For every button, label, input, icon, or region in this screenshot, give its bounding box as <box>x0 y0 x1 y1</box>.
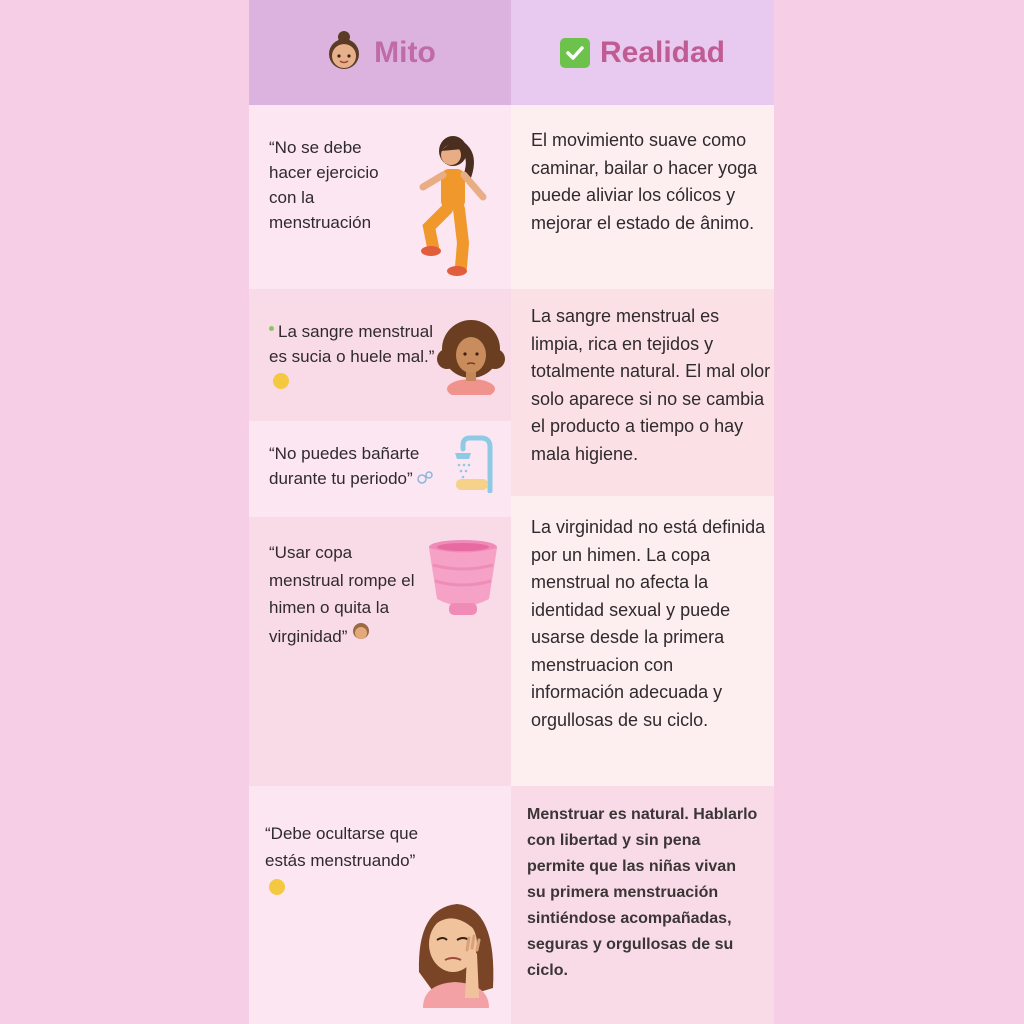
fact-cell-3 <box>511 496 774 786</box>
bullet-dot <box>269 326 274 331</box>
exercising-girl-icon <box>409 131 495 284</box>
myth-text-5-content: “Debe ocultarse que estás menstruando” <box>265 824 419 870</box>
myth-text-1: “No se debe hacer ejercicio con la menstruación <box>269 138 379 232</box>
myth-text-4 <box>269 539 429 650</box>
fact-cell-1 <box>511 105 774 289</box>
myth-text-3 <box>269 441 447 491</box>
menstrual-cup-icon <box>425 539 501 624</box>
girl-emoji-icon <box>351 622 371 651</box>
myth-text-4-content: “Usar copa menstrual rompe el himen o quita la virginidad” <box>269 543 415 646</box>
header-myth <box>249 0 511 105</box>
fact-text-1: El movimiento suave como caminar, bailar o hacer yoga puede aliviar los cólicos y mejorar el estado de ânimo. <box>531 130 758 233</box>
myth-cell-1 <box>249 105 511 289</box>
myth-cell-3 <box>249 421 511 517</box>
girl-face-icon <box>324 28 364 78</box>
myth-cell-2 <box>249 289 511 421</box>
smile-emoji-icon <box>273 373 289 389</box>
fact-text-2: La sangre menstrual es limpia, rica en tejidos y totalmente natural. El mal olor solo aparece si no se cambia el producto a tiempo o hay mala higiene. <box>531 306 771 464</box>
curly-hair-girl-icon <box>437 319 505 400</box>
smile-emoji-icon <box>269 879 285 895</box>
fact-text-4: Menstruar es natural. Hablarlo con libertad y sin pena permite que las niñas vivan su primera menstruación sintiéndose acompañadas, seguras y orgullosas de su ciclo. <box>527 806 758 979</box>
myth-column-title: Mito <box>374 35 436 69</box>
bubbles-icon <box>417 466 433 491</box>
worried-girl-icon <box>413 898 499 1013</box>
myth-reality-table <box>249 0 774 1024</box>
shower-icon <box>454 435 496 498</box>
myth-text-2 <box>269 319 445 394</box>
myth-cell-5 <box>249 786 511 1024</box>
myth-text-2-content: La sangre menstrual es sucia o huele mal.” <box>269 322 435 366</box>
myth-text-5 <box>265 820 425 901</box>
reality-column-title: Realidad <box>599 35 726 69</box>
fact-cell-4 <box>511 786 774 1024</box>
check-mark-icon <box>560 38 590 68</box>
myth-cell-4 <box>249 517 511 786</box>
header-reality <box>511 0 774 105</box>
fact-text-3: La virginidad no está definida por un himen. La copa menstrual no afecta la identidad sexual y puede usarse desde la primera menstruacion con información adecuada y orgullosas de su ciclo. <box>531 517 766 730</box>
myth-text-3-content: “No puedes bañarte durante tu periodo” <box>269 444 420 488</box>
fact-cell-2 <box>511 289 774 496</box>
